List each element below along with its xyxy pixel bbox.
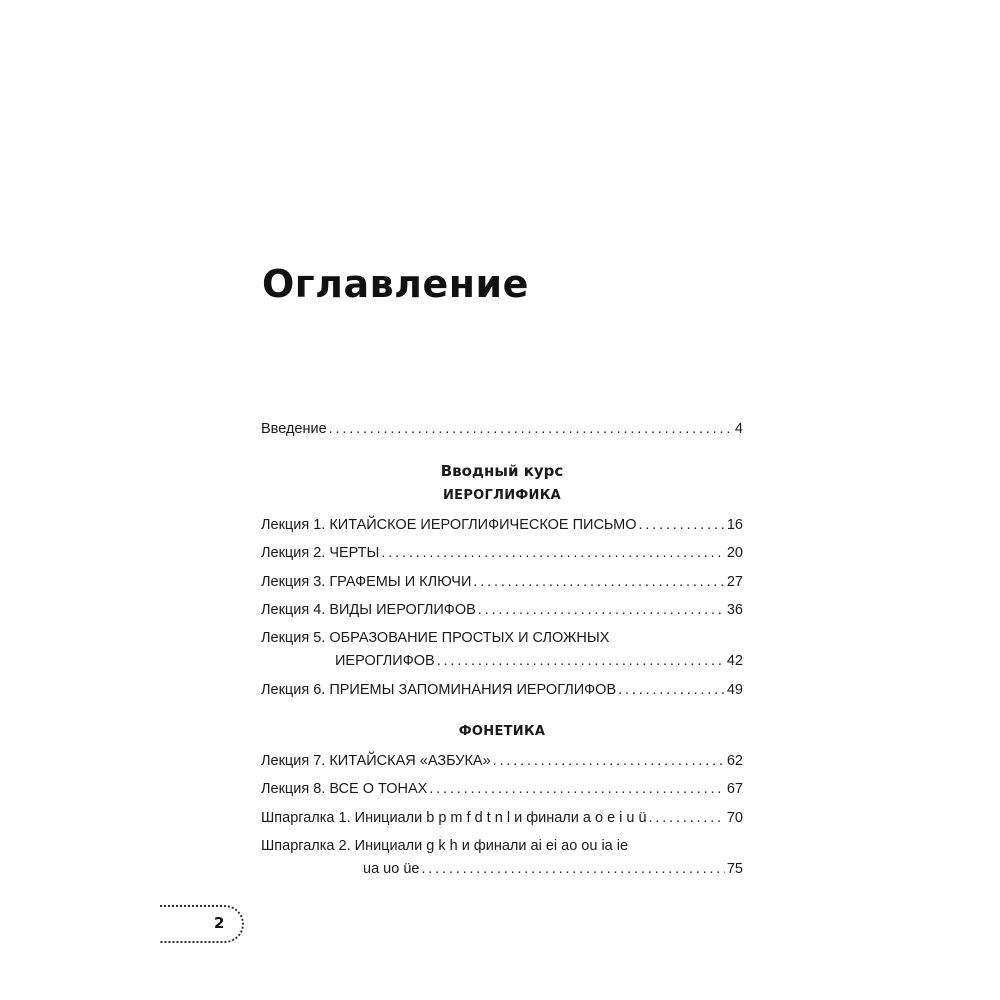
dot-leader [329,420,733,438]
page-number: 2 [214,914,225,932]
toc-entry-label: Лекция 1. КИТАЙСКОЕ ИЕРОГЛИФИЧЕСКОЕ ПИСЬМО [261,517,637,533]
toc-entry-lecture-3[interactable] [261,573,743,591]
toc-entry-intro[interactable] [261,420,743,438]
toc-entry-page: 62 [726,753,743,769]
toc-entry-lecture-5-line1[interactable]: Лекция 5. ОБРАЗОВАНИЕ ПРОСТЫХ И СЛОЖНЫХ [261,630,610,646]
toc-entry-page: 36 [726,602,743,618]
toc-entry-label: Лекция 2. ЧЕРТЫ [261,545,380,561]
toc-entry-page: 42 [726,653,743,669]
toc-entry-label: Лекция 7. КИТАЙСКАЯ «АЗБУКА» [261,753,491,769]
dot-leader [437,652,725,670]
dot-leader [381,544,724,562]
toc-entry-label: Лекция 4. ВИДЫ ИЕРОГЛИФОВ [261,602,476,618]
toc-entry-label: Введение [261,421,327,437]
toc-entry-cheatsheet-2[interactable] [363,860,743,878]
section-heading-hieroglyphics: ИЕРОГЛИФИКА [442,488,562,503]
toc-entry-lecture-5[interactable] [335,652,743,670]
toc-entry-lecture-8[interactable] [261,780,743,798]
toc-entry-page: 75 [726,861,743,877]
toc-entry-label: Лекция 6. ПРИЕМЫ ЗАПОМИНАНИЯ ИЕРОГЛИФОВ [261,682,617,698]
section-heading-phonetics: ФОНЕТИКА [458,724,546,739]
dot-leader [493,752,725,770]
toc-entry-lecture-4[interactable] [261,601,743,619]
toc-entry-lecture-2[interactable] [261,544,743,562]
toc-entry-cheatsheet-1[interactable] [261,809,743,827]
toc-entry-cheatsheet-2-line1[interactable]: Шпаргалка 2. Инициали g k h и финали ai ei ao ou ia ie [261,838,629,854]
toc-entry-lecture-7[interactable] [261,752,743,770]
dot-leader [429,780,725,798]
toc-entry-label: Шпаргалка 1. Инициали b p m f d t n l и финали a o e i u ü [261,810,647,826]
toc-entry-label: Лекция 8. ВСЕ О ТОНАХ [261,781,428,797]
dot-leader [649,809,725,827]
toc-entry-label: Лекция 3. ГРАФЕМЫ И КЛЮЧИ [261,574,472,590]
dot-leader [639,516,725,534]
page-title: Оглавление [262,262,529,306]
dot-leader [478,601,725,619]
toc-entry-page: 70 [726,810,743,826]
toc-entry-page: 16 [726,517,743,533]
page-number-tab [160,905,244,943]
dot-leader [421,860,724,878]
toc-entry-page: 27 [726,574,743,590]
dot-leader [473,573,724,591]
toc-entry-page: 49 [726,682,743,698]
toc-entry-label: ua uo üe [363,861,420,877]
toc-entry-lecture-1[interactable] [261,516,743,534]
dot-leader [618,681,725,699]
toc-entry-label: ИЕРОГЛИФОВ [335,653,435,669]
toc-entry-page: 20 [726,545,743,561]
toc-entry-page: 67 [726,781,743,797]
toc-entry-page: 4 [734,421,743,437]
course-title: Вводный курс [440,462,564,480]
toc-entry-lecture-6[interactable] [261,681,743,699]
